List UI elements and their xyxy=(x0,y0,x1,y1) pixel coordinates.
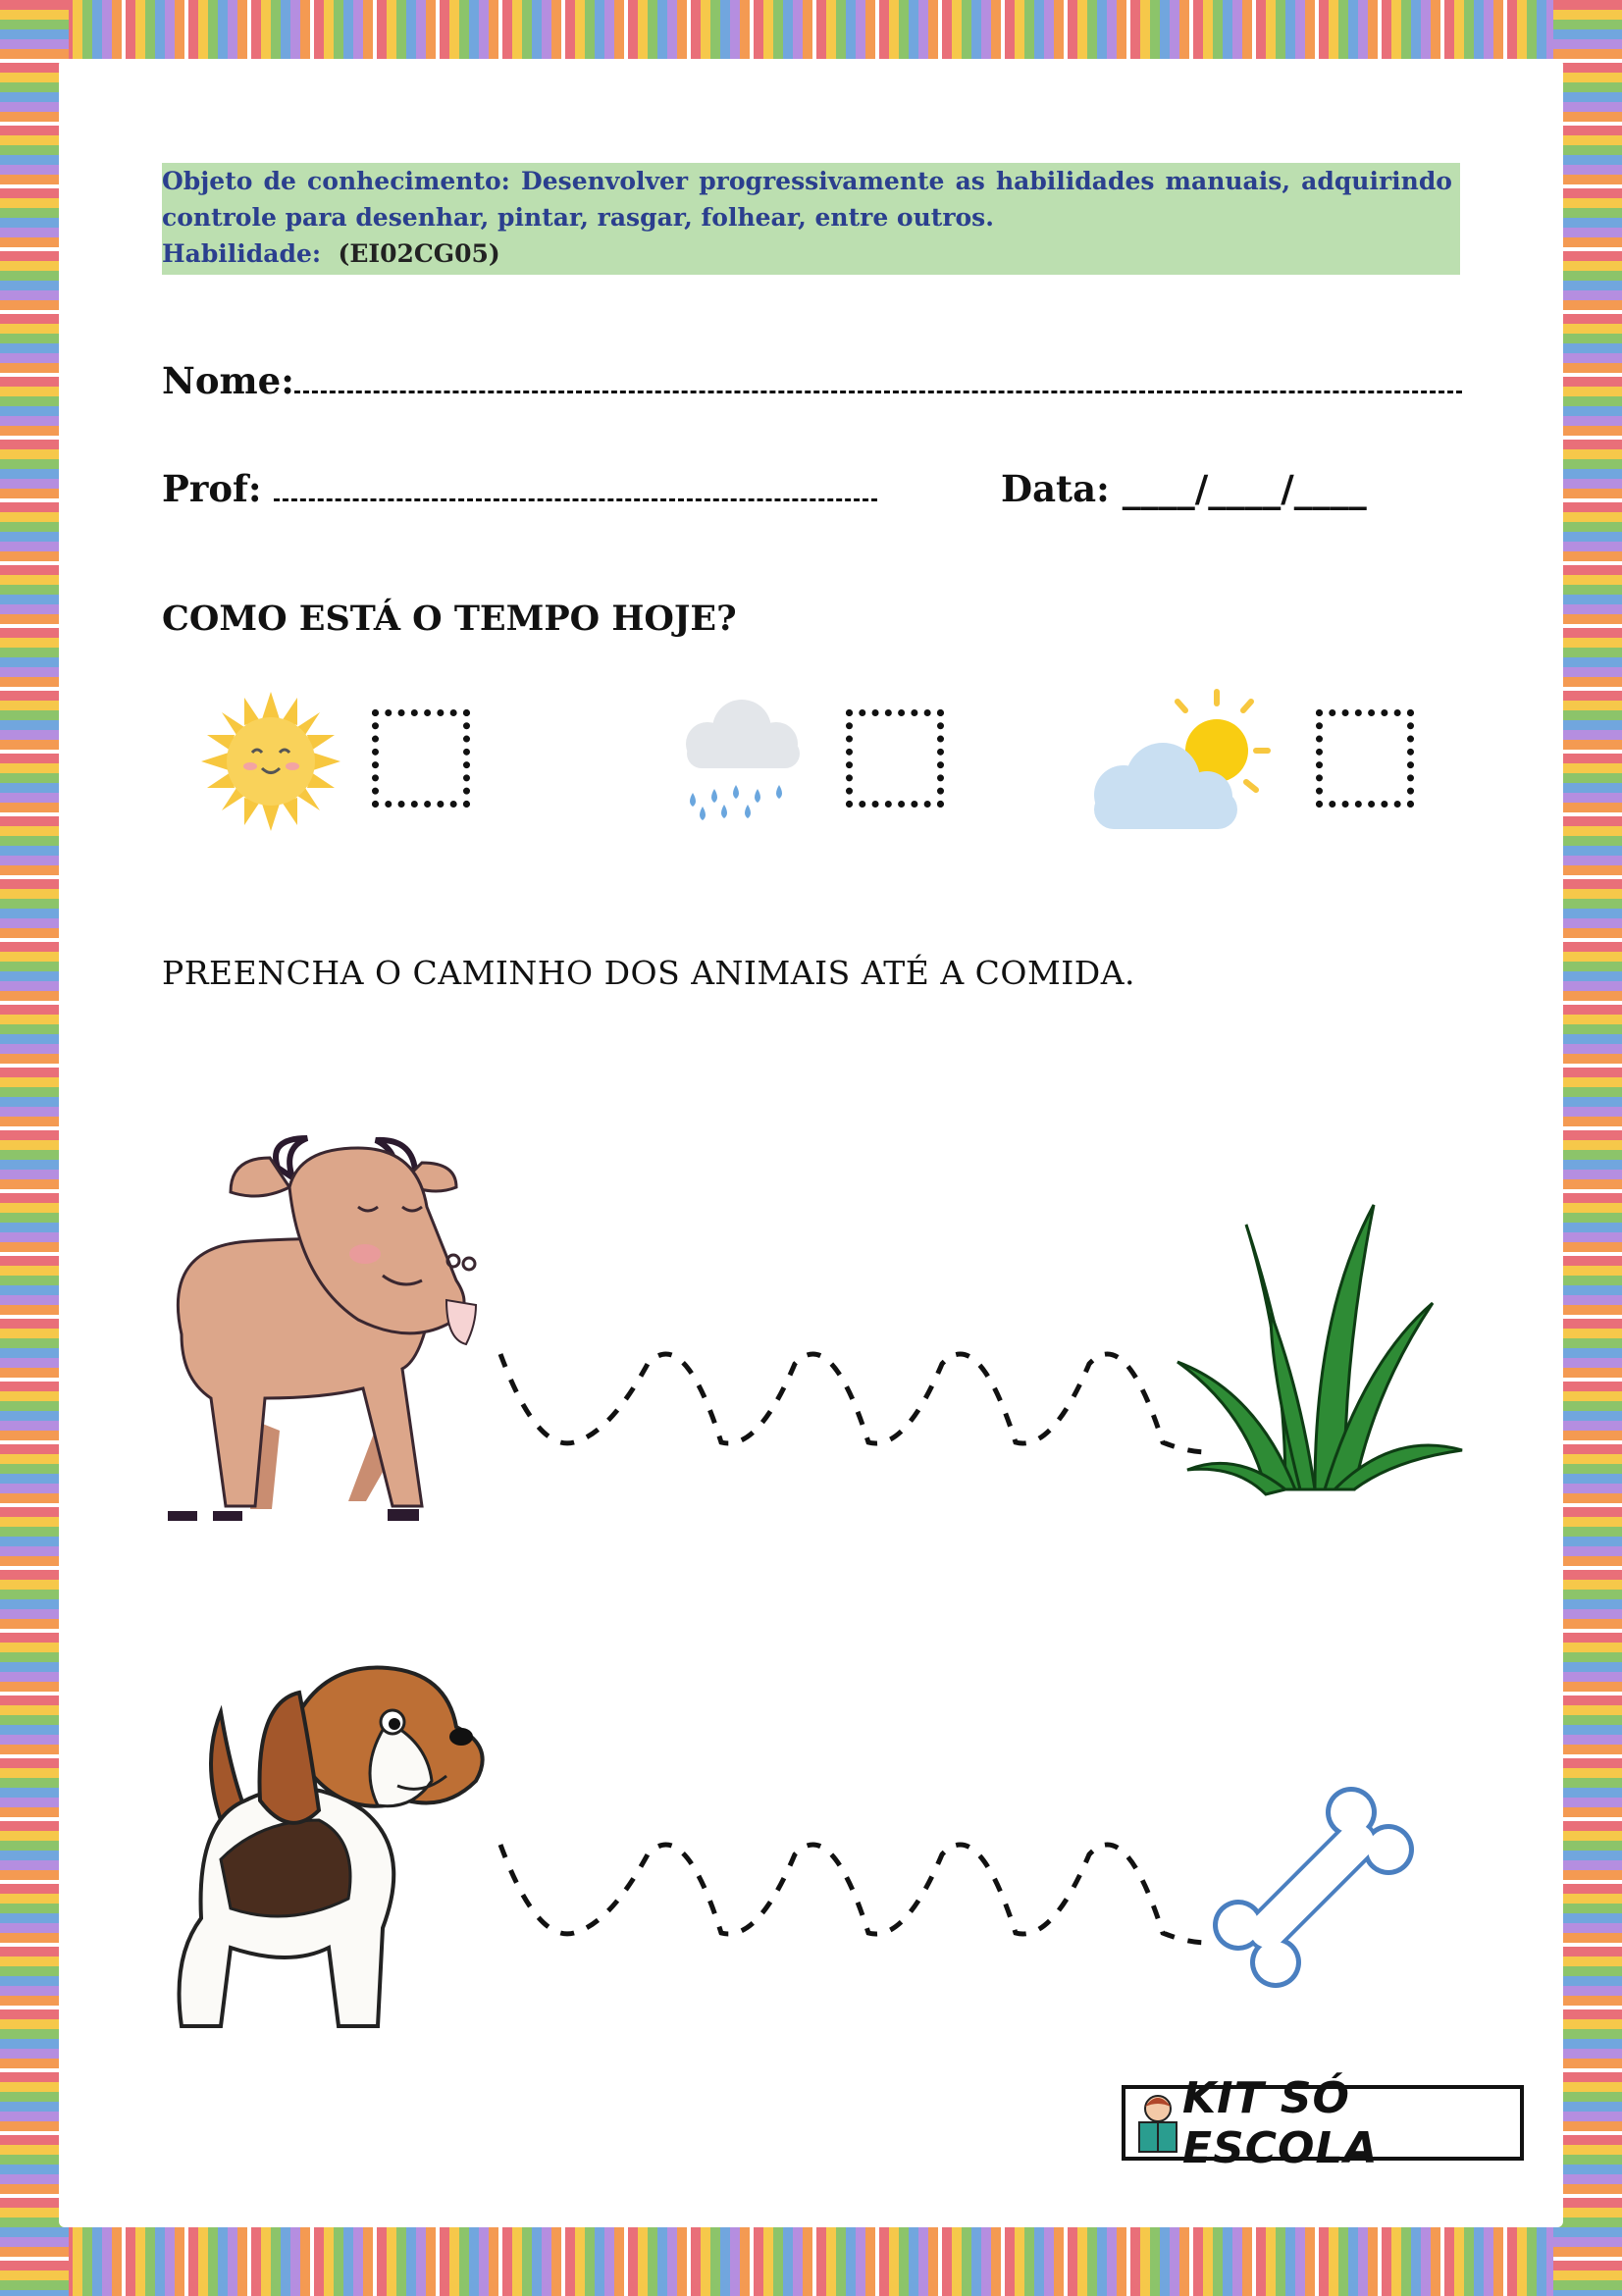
sun-checkbox[interactable] xyxy=(372,709,470,808)
objective-description: Desenvolver progressivamente as habilidades manuais, adquirindo controle para desenhar, pintar, rasgar, folhear, entre outros. xyxy=(162,167,1452,232)
bone-image xyxy=(1209,1783,1418,1989)
date-line[interactable] xyxy=(1001,467,1367,510)
pencil-border-right xyxy=(1553,0,1622,2296)
dog-image xyxy=(162,1653,496,2051)
teacher-label: Prof: xyxy=(162,467,262,510)
date-label: Data: xyxy=(1001,467,1110,510)
dog-trace-path[interactable] xyxy=(500,1835,1217,1953)
rain-checkbox[interactable] xyxy=(846,709,944,808)
name-line[interactable] xyxy=(162,359,1462,402)
logo-text: KIT SÓ ESCOLA xyxy=(1182,2072,1379,2173)
sun-icon xyxy=(201,692,340,831)
date-blank[interactable]: ____/____/____ xyxy=(1122,467,1367,510)
weather-title: COMO ESTÁ O TEMPO HOJE? xyxy=(162,599,737,639)
teacher-line[interactable] xyxy=(162,467,877,510)
rain-cloud-icon xyxy=(673,695,806,827)
objective-text xyxy=(162,163,1452,235)
skill-code: (EI02CG05) xyxy=(338,239,500,268)
partly-cloudy-icon xyxy=(1079,687,1281,834)
name-blank[interactable] xyxy=(294,365,1462,393)
skill-label: Habilidade: xyxy=(162,239,322,268)
goat-image xyxy=(162,1128,505,1536)
kit-so-escola-logo xyxy=(1122,2072,1524,2173)
partly-cloudy-checkbox[interactable] xyxy=(1316,709,1414,808)
reading-child-icon xyxy=(1133,2093,1182,2154)
name-label: Nome: xyxy=(162,359,294,402)
goat-trace-path[interactable] xyxy=(500,1344,1217,1462)
skill-line xyxy=(162,235,1452,272)
grass-image xyxy=(1177,1197,1452,1491)
teacher-blank[interactable] xyxy=(274,473,877,501)
objective-box xyxy=(162,163,1460,275)
objective-label: Objeto de conhecimento: xyxy=(162,167,510,195)
pencil-border-bottom xyxy=(0,2222,1622,2296)
activity-title: PREENCHA O CAMINHO DOS ANIMAIS ATÉ A COMIDA. xyxy=(162,954,1136,992)
